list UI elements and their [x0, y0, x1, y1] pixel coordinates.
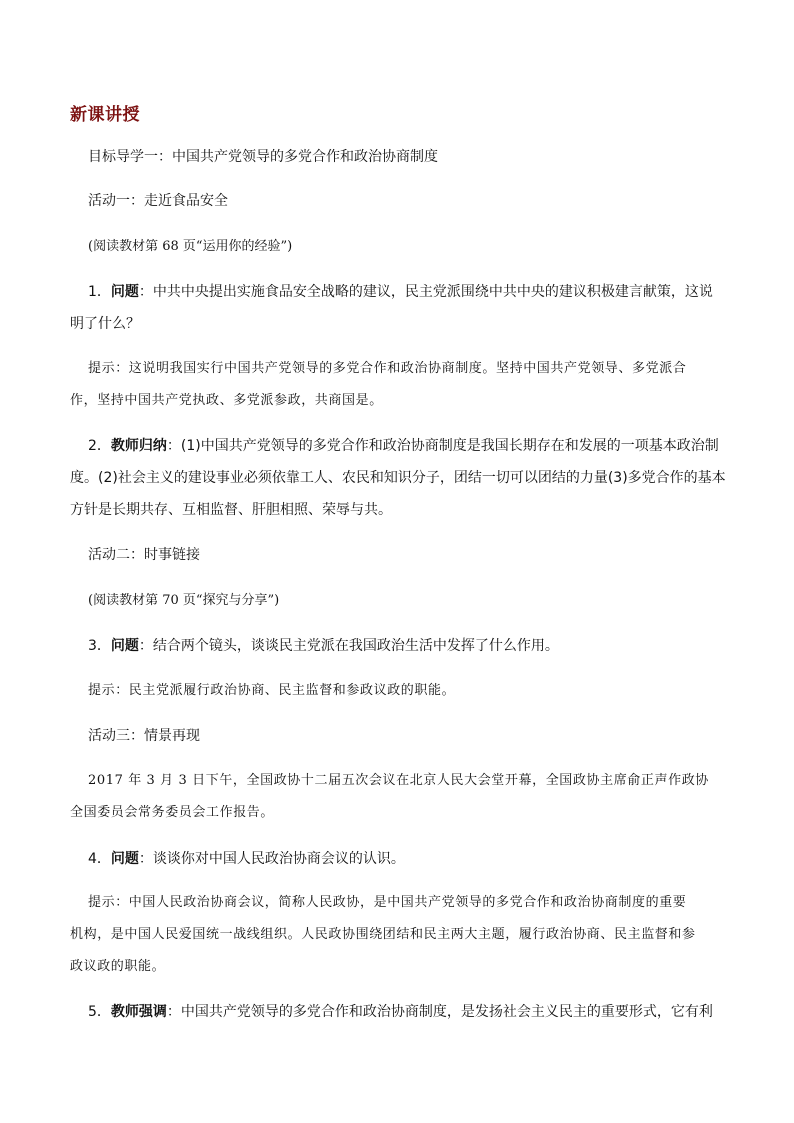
scene-line-1: 2017 年 3 月 3 日下午，全国政协十二届五次会议在北京人民大会堂开幕，全国政协主席俞正声作政协: [88, 773, 709, 788]
question-4-hint-line-3: 政议政的职能。: [70, 959, 166, 974]
question-1-hint-line-2: 作，坚持中国共产党执政、多党派参政，共商国是。: [70, 393, 383, 408]
activity-2-title: 活动二：时事链接: [88, 547, 200, 563]
summary-2-text: ：(1)中国共产党领导的多党合作和政治协商制度是我国长期存在和发展的一项基本政治制: [166, 438, 719, 454]
section-title: 新课讲授: [70, 105, 140, 125]
activity-1-title: 活动一：走近食品安全: [88, 193, 228, 209]
question-4-hint-line-1: 提示：中国人民政治协商会议，简称人民政协，是中国共产党领导的多党合作和政治协商制度的重要: [88, 895, 687, 910]
question-3-line-1: [88, 635, 559, 657]
emphasis-5-number: 5．: [88, 1004, 111, 1020]
question-4-text: ：谈谈你对中国人民政治协商会议的认识。: [138, 851, 405, 867]
summary-2-line-3: 方针是长期共存、互相监督、肝胆相照、荣辱与共。: [70, 502, 392, 518]
emphasis-5-line-1: [88, 1001, 713, 1023]
emphasis-5-text: ：中国共产党领导的多党合作和政治协商制度，是发扬社会主义民主的重要形式，它有利: [166, 1004, 713, 1020]
question-1-text: ：中共中央提出实施食品安全战略的建议，民主党派围绕中共中央的建议积极建言献策，这说: [138, 284, 713, 300]
question-3-label: 问题: [110, 638, 139, 654]
question-3-number: 3．: [88, 638, 111, 654]
summary-2-number: 2．: [88, 438, 111, 454]
question-4-hint-line-2: 机构，是中国人民爱国统一战线组织。人民政协围绕团结和民主两大主题，履行政治协商、民主监督和参: [70, 927, 696, 942]
question-4-label: 问题: [110, 851, 139, 867]
goal-heading: 目标导学一：中国共产党领导的多党合作和政治协商制度: [88, 149, 438, 165]
summary-2-label: 教师归纳: [110, 438, 167, 454]
question-1-line-2: 明了什么？: [70, 316, 140, 332]
emphasis-5-label: 教师强调: [110, 1004, 167, 1020]
activity-2-reference: (阅读教材第 70 页“探究与分享”): [88, 593, 280, 608]
question-1-number: 1．: [88, 284, 111, 300]
scene-line-2: 全国委员会常务委员会工作报告。: [70, 805, 275, 820]
question-3-text: ：结合两个镜头，谈谈民主党派在我国政治生活中发挥了什么作用。: [138, 638, 559, 654]
summary-2-line-2: 度。(2)社会主义的建设事业必须依靠工人、农民和知识分子，团结一切可以团结的力量(3)多党合作的基本: [70, 470, 726, 486]
question-1-hint-line-1: 提示：这说明我国实行中国共产党领导的多党合作和政治协商制度。坚持中国共产党领导、多党派合: [88, 361, 687, 376]
question-1-label: 问题: [110, 284, 139, 300]
activity-3-title: 活动三：情景再现: [88, 728, 200, 744]
activity-1-reference: (阅读教材第 68 页“运用你的经验”): [88, 239, 293, 254]
question-1-line-1: [88, 281, 713, 303]
question-4-line-1: [88, 848, 405, 870]
summary-2-line-1: [88, 435, 719, 457]
question-4-number: 4．: [88, 851, 111, 867]
question-3-hint: 提示：民主党派履行政治协商、民主监督和参政议政的职能。: [88, 683, 456, 698]
